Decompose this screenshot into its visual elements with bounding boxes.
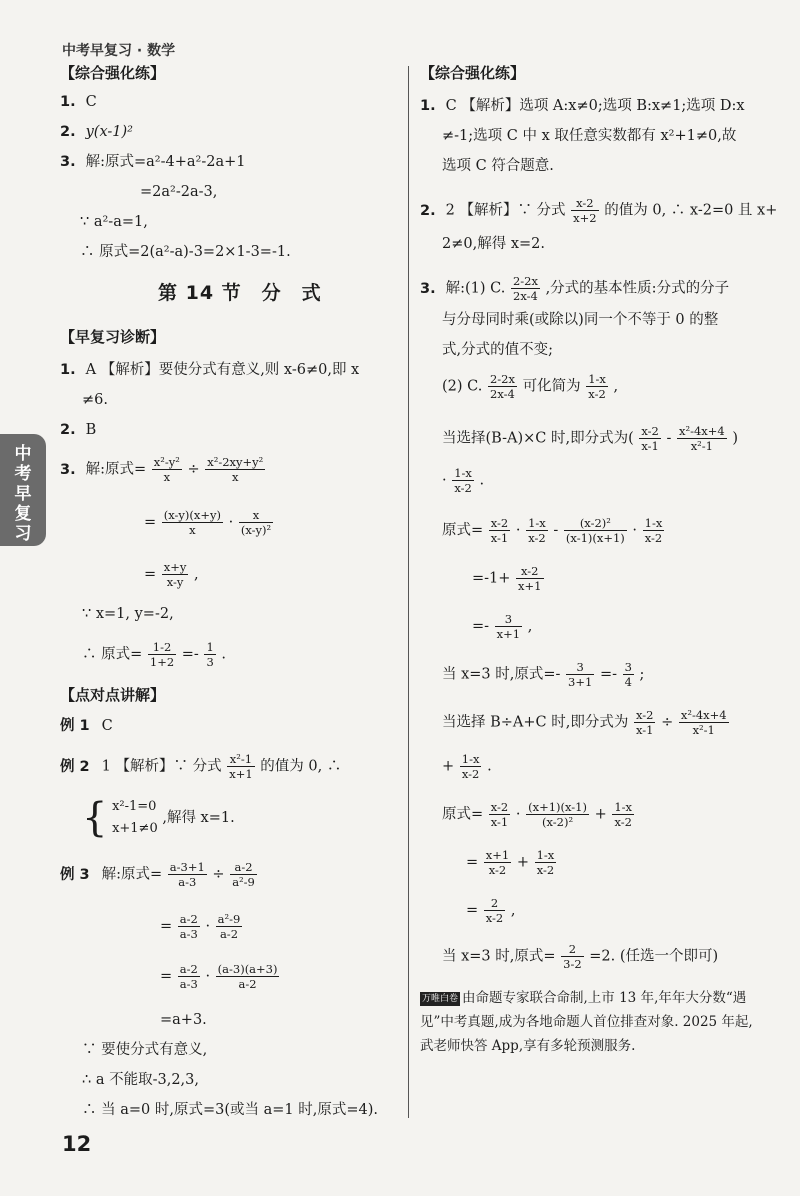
fraction: $\frac{1-x}{x-2}$ bbox=[528, 516, 546, 545]
fraction: $\frac{1-x}{x-2}$ bbox=[461, 752, 480, 781]
fraction: $\frac{2}{3-2}$ bbox=[563, 942, 582, 971]
fraction: $\frac{\text{(x-2)²}}{(x-1)(x+1)}$ bbox=[565, 516, 625, 545]
equation-system: { x²-1=0 x+1≠0 ,解得 x=1. bbox=[82, 795, 235, 841]
math-line: =a+3. bbox=[160, 1012, 207, 1028]
fraction: $\frac{\text{x²-2xy+y²}}{x}$ bbox=[207, 455, 264, 484]
fraction: $\frac{x+1}{x-2}$ bbox=[485, 848, 510, 877]
fraction: $\frac{3}{x+1}$ bbox=[496, 612, 521, 641]
answer-item: 3. 解:原式= $\frac{\text{x²-y²}}{x}$ ÷ $\frac{\text{x²-2xy+y²}}{x}$ bbox=[60, 455, 264, 484]
math-line: ∵ 要使分式有意义, bbox=[82, 1042, 208, 1058]
fraction: $\frac{1-x}{x-2}$ bbox=[454, 466, 472, 495]
math-line: 当 x=3 时,原式=- $\frac{3}{3+1}$ =- $\frac{3}{4}$ ; bbox=[442, 660, 645, 689]
math-line: ∵ a²-a=1, bbox=[80, 214, 148, 230]
running-header: 中考早复习 · 数学 bbox=[62, 43, 176, 59]
fraction: $\frac{2}{x-2}$ bbox=[485, 896, 504, 925]
fraction: $\frac{1}{3}$ bbox=[206, 640, 214, 669]
math-line: ∴ a 不能取-3,2,3, bbox=[82, 1072, 199, 1088]
math-line: =- $\frac{3}{x+1}$ , bbox=[472, 612, 533, 641]
fraction: $\frac{1-x}{x-2}$ bbox=[536, 848, 555, 877]
math-line: ≠-1;选项 C 中 x 取任意实数都有 x²+1≠0,故 bbox=[442, 128, 737, 144]
fraction: $\frac{\text{x²-4x+4}}{\text{x²-1}}$ bbox=[678, 424, 725, 453]
math-line: =2a²-2a-3, bbox=[140, 184, 218, 200]
math-line: ∴ 原式=2(a²-a)-3=2×1-3=-1. bbox=[80, 244, 291, 260]
fraction: $\frac{1-2}{1+2}$ bbox=[149, 640, 175, 669]
fraction: $\frac{x-2}{x-1}$ bbox=[641, 424, 659, 453]
side-tab: 中考早复习 bbox=[0, 434, 46, 546]
answer-item: 3. 解:(1) C. $\frac{2-2x}{2x-4}$ ,分式的基本性质:分式的分子 bbox=[420, 274, 730, 303]
fraction: $\frac{x}{\text{(x-y)²}}$ bbox=[240, 508, 272, 537]
fraction: $\frac{\text{x²-1}}{x+1}$ bbox=[229, 752, 253, 781]
fraction: $\frac{1-x}{x-2}$ bbox=[614, 800, 633, 829]
math-line: + $\frac{1-x}{x-2}$ . bbox=[442, 752, 492, 781]
example-item: 例 2 1 【解析】∵ 分式 $\frac{\text{x²-1}}{x+1}$ 的值为 0, ∴ bbox=[60, 752, 342, 781]
math-line: 与分母同时乘(或除以)同一个不等于 0 的整 bbox=[442, 312, 719, 328]
fraction: $\frac{(a-3)(a+3)}{a-2}$ bbox=[217, 962, 278, 991]
fraction: $\frac{1-x}{x-2}$ bbox=[644, 516, 663, 545]
page-number: 12 bbox=[62, 1132, 92, 1156]
math-line: = $\frac{(x-y)(x+y)}{x}$ · $\frac{x}{\text{(x-y)²}}$ bbox=[144, 508, 272, 537]
example-item: 例 1 C bbox=[60, 718, 113, 734]
example-item: 例 3 解:原式= $\frac{a-3+1}{a-3}$ ÷ $\frac{a-2}{\text{a²-9}}$ bbox=[60, 860, 255, 889]
fraction: $\frac{x+y}{x-y}$ bbox=[163, 560, 187, 589]
math-line: 选项 C 符合题意. bbox=[442, 158, 554, 174]
math-line: = $\frac{x+1}{x-2}$ + $\frac{1-x}{x-2}$ bbox=[466, 848, 555, 877]
math-line: ∴ 当 a=0 时,原式=3(或当 a=1 时,原式=4). bbox=[82, 1102, 378, 1118]
answer-item: 1. C 【解析】选项 A:x≠0;选项 B:x≠1;选项 D:x bbox=[420, 98, 745, 114]
math-line: 原式= $\frac{x-2}{x-1}$ · $\frac{1-x}{x-2}$ - $\frac{\text{(x-2)²}}{(x-1)(x+1)}$ · $\frac{1-x}{x-2}$ bbox=[442, 516, 663, 545]
column-divider bbox=[408, 66, 409, 1118]
math-line: ≠6. bbox=[82, 392, 108, 408]
fraction: $\frac{a-2}{\text{a²-9}}$ bbox=[232, 860, 255, 889]
promo-note: 万唯白卷 由命题专家联合命制,上市 13 年,年年大分数“遇见”中考真题,成为各地命题人首位排查对象. 2025 年起,武老师快答 App,享有多轮预测服务. bbox=[420, 990, 753, 1054]
section-heading: 【点对点讲解】 bbox=[60, 686, 166, 704]
fraction: $\frac{\text{a²-9}}{a-2}$ bbox=[217, 912, 241, 941]
fraction: $\frac{3}{4}$ bbox=[624, 660, 632, 689]
answer-item: 2. B bbox=[60, 422, 97, 438]
fraction: $\frac{x-2}{x-1}$ bbox=[490, 800, 509, 829]
fraction: $\frac{(x+1)(x-1)}{\text{(x-2)²}}$ bbox=[528, 800, 587, 829]
fraction: $\frac{a-2}{a-3}$ bbox=[179, 912, 198, 941]
section-title: 第 14 节 分 式 bbox=[158, 282, 322, 304]
fraction: $\frac{x-2}{x-1}$ bbox=[490, 516, 509, 545]
fraction: $\frac{a-2}{a-3}$ bbox=[179, 962, 198, 991]
answer-item: 2. 2 【解析】∵ 分式 $\frac{x-2}{x+2}$ 的值为 0, ∴ x-2=0 且 x+ bbox=[420, 196, 778, 225]
brand-logo: 万唯白卷 bbox=[422, 993, 459, 1004]
math-line: 式,分式的值不变; bbox=[442, 342, 553, 358]
math-line: = $\frac{2}{x-2}$ , bbox=[466, 896, 516, 925]
fraction: $\frac{\text{x²-y²}}{x}$ bbox=[153, 455, 180, 484]
answer-item: 1. C bbox=[60, 94, 97, 110]
math-line: 原式= $\frac{x-2}{x-1}$ · $\frac{(x+1)(x-1)}{\text{(x-2)²}}$ + $\frac{1-x}{x-2}$ bbox=[442, 800, 633, 829]
fraction: $\frac{2-2x}{2x-4}$ bbox=[512, 274, 538, 303]
fraction: $\frac{\text{x²-4x+4}}{\text{x²-1}}$ bbox=[680, 708, 727, 737]
fraction: $\frac{3}{3+1}$ bbox=[568, 660, 593, 689]
answer-item: 3. 解:原式=a²-4+a²-2a+1 bbox=[60, 154, 246, 170]
math-line: = $\frac{a-2}{a-3}$ · $\frac{\text{a²-9}}{a-2}$ bbox=[160, 912, 241, 941]
fraction: $\frac{x-2}{x+2}$ bbox=[573, 196, 597, 225]
math-line: 当选择(B-A)×C 时,即分式为( $\frac{x-2}{x-1}$ - $\frac{\text{x²-4x+4}}{\text{x²-1}}$ ) bbox=[442, 424, 738, 453]
fraction: $\frac{a-3+1}{a-3}$ bbox=[169, 860, 205, 889]
section-heading: 【综合强化练】 bbox=[60, 64, 166, 82]
fraction: $\frac{x-2}{x-1}$ bbox=[635, 708, 654, 737]
fraction: $\frac{2-2x}{2x-4}$ bbox=[489, 372, 515, 401]
section-heading: 【综合强化练】 bbox=[420, 64, 526, 82]
answer-item: 2. y(x-1)² bbox=[60, 124, 133, 140]
math-line: = $\frac{x+y}{x-y}$ , bbox=[144, 560, 199, 589]
math-line: ∴ 原式= $\frac{1-2}{1+2}$ =- $\frac{1}{3}$ . bbox=[82, 640, 226, 669]
answer-item: 1. A 【解析】要使分式有意义,则 x-6≠0,即 x bbox=[60, 362, 360, 378]
math-line: =-1+ $\frac{x-2}{x+1}$ bbox=[472, 564, 542, 593]
math-line: = $\frac{a-2}{a-3}$ · $\frac{(a-3)(a+3)}{a-2}$ bbox=[160, 962, 278, 991]
fraction: $\frac{x-2}{x+1}$ bbox=[518, 564, 542, 593]
math-line: 当 x=3 时,原式= $\frac{2}{3-2}$ =2. (任选一个即可) bbox=[442, 942, 719, 971]
math-line: ∵ x=1, y=-2, bbox=[82, 606, 174, 622]
math-line: · $\frac{1-x}{x-2}$ . bbox=[442, 466, 485, 495]
section-heading: 【早复习诊断】 bbox=[60, 328, 166, 346]
math-line: 2≠0,解得 x=2. bbox=[442, 236, 545, 252]
math-line: (2) C. $\frac{2-2x}{2x-4}$ 可化简为 $\frac{1-x}{x-2}$ , bbox=[442, 372, 619, 401]
math-line: 当选择 B÷A+C 时,即分式为 $\frac{x-2}{x-1}$ ÷ $\frac{\text{x²-4x+4}}{\text{x²-1}}$ bbox=[442, 708, 727, 737]
fraction: $\frac{(x-y)(x+y)}{x}$ bbox=[163, 508, 221, 537]
fraction: $\frac{1-x}{x-2}$ bbox=[588, 372, 606, 401]
